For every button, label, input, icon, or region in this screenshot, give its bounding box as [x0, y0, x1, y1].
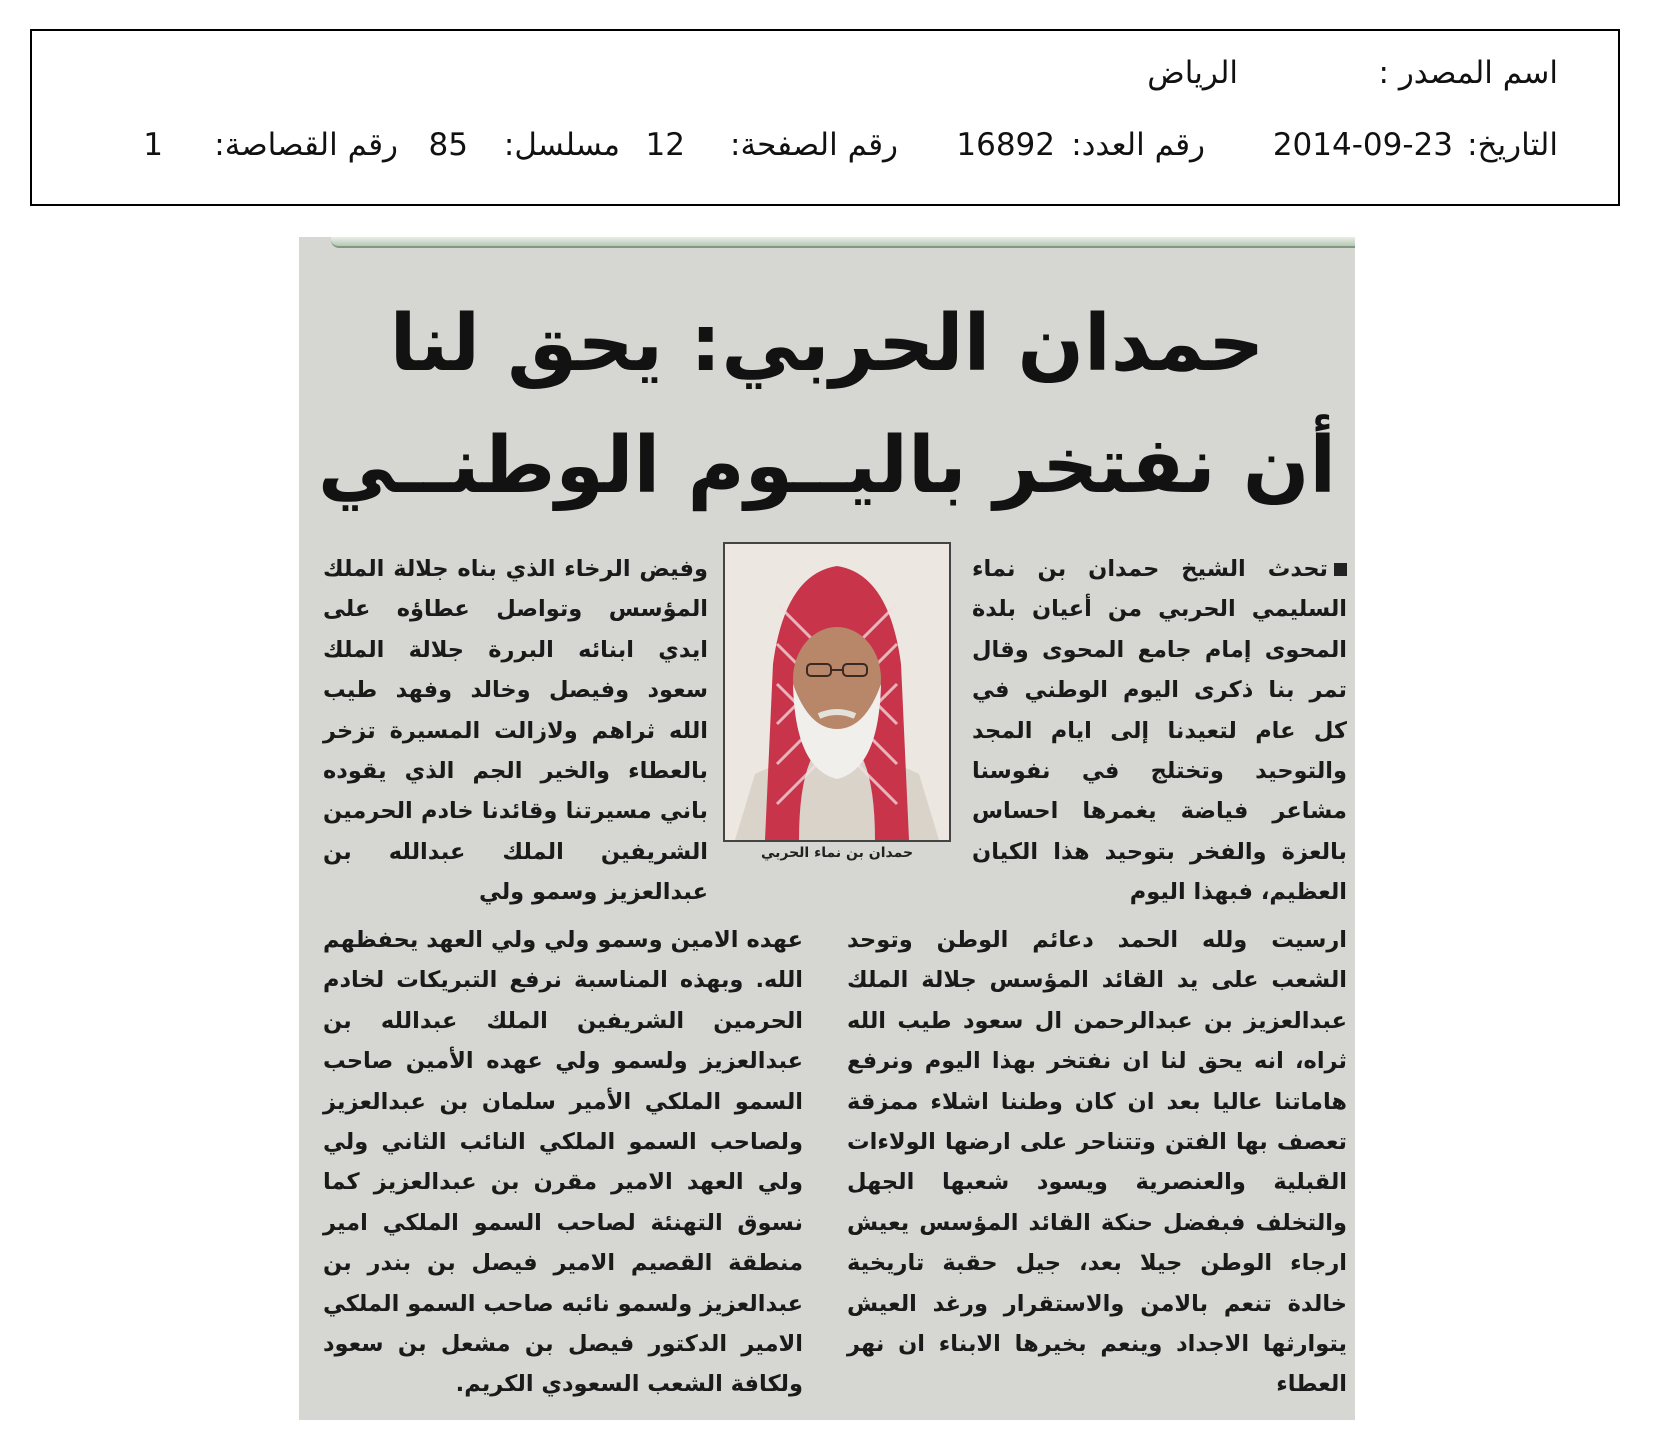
page-label: رقم الصفحة:	[730, 127, 898, 163]
paragraph-text: ارسيت ولله الحمد دعائم الوطن وتوحد الشعب على يد القائد المؤسس جلالة الملك عبدالعزيز بن عبدالرحمن ال سعود طيب الله ثراه، انه يحق لنا ان نفتخر بهذا اليوم ونرفع هاماتنا عاليا بعد ان كان وطننا اشلاء ممزقة تعصف بها الفتن وتتناحر على ارضها الولاءات القبلية والعنصرية ويسود شعبها الجهل والتخلف فبفضل حنكة القائد المؤسس يعيش ارجاء الوطن جيلا بعد، جيل حقبة تاريخية خالدة تنعم بالامن والاستقرار ورغد العيش يتوارثها الاجداد وينعم بخيرها الابناء ان نهر العطاء	[847, 927, 1347, 1398]
source-label: اسم المصدر :	[1378, 55, 1558, 91]
paragraph-text: وفيض الرخاء الذي بناه جلالة الملك المؤسس وتواصل عطاؤه على ايدي ابنائه البررة جلالة الملك سعود وفيصل وخالد وفهد طيب الله ثراهم ولازالت المسيرة تزخر بالعطاء والخير الجم الذي يقوده باني مسيرتنا وقائدنا خادم الحرمين الشريفين الملك عبدالله بن عبدالعزيز وسمو ولي	[323, 556, 708, 906]
clip-value: 1	[143, 127, 163, 163]
serial-label: مسلسل:	[503, 127, 620, 163]
paragraph-text: عهده الامين وسمو ولي ولي العهد يحفظهم الله. وبهذه المناسبة نرفع التبريكات لخادم الحرمين الشريفين الملك عبدالله بن عبدالعزيز ولسمو ولي عهده الأمين صاحب السمو الملكي الأمير سلمان بن عبدالعزيز ولصاحب السمو الملكي النائب الثاني ولي ولي العهد الامير مقرن بن عبدالعزيز كما نسوق التهنئة لصاحب السمو الملكي امير منطقة القصيم الامير فيصل بن بندر بن عبدالعزيز ولسمو نائبه صاحب السمو الملكي الامير الدكتور فيصل بن مشعل بن سعود ولكافة الشعب السعودي الكريم.	[323, 927, 803, 1398]
clipping-top-border	[331, 237, 1355, 248]
details-row	[72, 127, 1558, 167]
date-value: 2014-09-23	[1272, 127, 1453, 163]
photo-caption: حمدان بن نماء الحربي	[760, 845, 914, 861]
date-label: التاريخ:	[1467, 127, 1558, 163]
paragraph-text: تحدث الشيخ حمدان بن نماء السليمي الحربي من أعيان بلدة المحوى إمام جامع المحوى وقال تمر بنا ذكرى اليوم الوطني في كل عام لتعيدنا إلى ايام المجد والتوحيد وتختلج في نفوسنا مشاعر فياضة يغمرها احساس بالعزة والفخر بتوحيد هذا الكيان العظيم، فبهذا اليوم	[972, 556, 1347, 906]
page-value: 12	[645, 127, 685, 163]
article-column-right-bottom	[847, 920, 1347, 1405]
article-column-left-top	[323, 549, 708, 913]
portrait-image-icon	[725, 544, 949, 840]
clip-label: رقم القصاصة:	[214, 127, 398, 163]
issue-label: رقم العدد:	[1071, 127, 1205, 163]
issue-value: 16892	[956, 127, 1055, 163]
bullet-square-icon	[1334, 563, 1347, 576]
source-value: الرياض	[1147, 55, 1238, 91]
article-column-left-bottom	[323, 920, 803, 1405]
serial-value: 85	[428, 127, 468, 163]
newspaper-clipping	[299, 237, 1355, 1420]
article-column-right-top	[972, 549, 1347, 913]
headline-line-2: أن نفتخر باليــوم الوطنــي	[317, 421, 1337, 511]
source-row	[72, 55, 1558, 95]
headline-line-1: حمدان الحربي: يحق لنا	[389, 299, 1265, 389]
headline	[299, 283, 1355, 527]
portrait-photo	[723, 542, 951, 842]
clipping-metadata-box	[30, 29, 1620, 206]
